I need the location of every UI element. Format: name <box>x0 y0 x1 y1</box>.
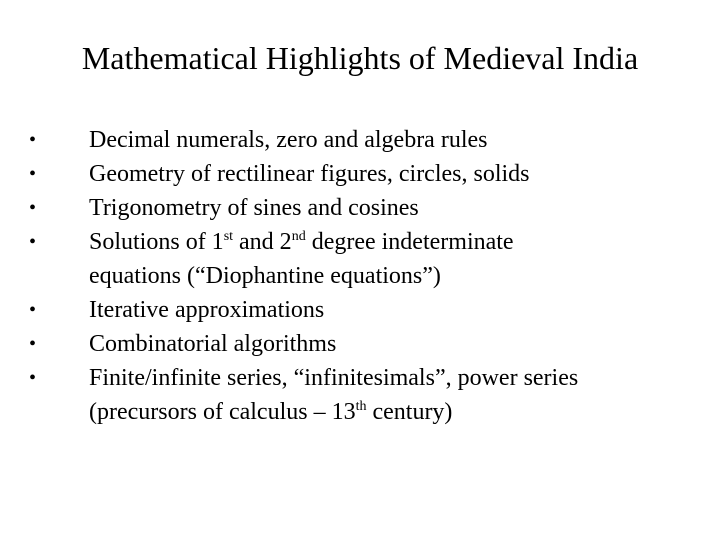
ordinal-suffix: th <box>355 399 367 414</box>
bullet-list <box>0 123 720 429</box>
list-item-text: Geometry of rectilinear figures, circles, solids <box>89 161 530 187</box>
list-item <box>0 327 720 361</box>
bullet-icon: • <box>29 129 37 151</box>
slide-title: Mathematical Highlights of Medieval India <box>81 40 639 76</box>
text-segment: (precursors of calculus – 13 <box>89 399 356 425</box>
list-item <box>0 361 720 429</box>
list-item-text-line-1: Finite/infinite series, “infinitesimals”, power series <box>89 365 579 391</box>
bullet-icon: • <box>29 163 37 185</box>
ordinal-suffix: nd <box>291 229 306 244</box>
list-item <box>0 157 720 191</box>
text-segment: degree indeterminate <box>305 229 514 255</box>
text-segment: and 2 <box>233 229 292 255</box>
list-item-text-line-1 <box>89 225 700 259</box>
bullet-icon: • <box>29 299 37 321</box>
list-item <box>0 293 720 327</box>
list-item-text: Iterative approximations <box>89 297 325 323</box>
list-item-text: Combinatorial algorithms <box>89 331 337 357</box>
list-item-text: Decimal numerals, zero and algebra rules <box>89 127 488 153</box>
bullet-icon: • <box>29 197 37 219</box>
text-segment: Solutions of 1 <box>89 229 224 255</box>
text-segment: century) <box>366 399 453 425</box>
ordinal-suffix: st <box>223 229 234 244</box>
list-item <box>0 191 720 225</box>
bullet-icon: • <box>29 231 37 253</box>
list-item <box>0 225 720 293</box>
list-item <box>0 123 720 157</box>
list-item-text-line-2: equations (“Diophantine equations”) <box>89 263 441 289</box>
list-item-text: Trigonometry of sines and cosines <box>89 195 419 221</box>
bullet-icon: • <box>29 367 37 389</box>
bullet-icon: • <box>29 333 37 355</box>
list-item-text-line-2 <box>89 395 700 429</box>
